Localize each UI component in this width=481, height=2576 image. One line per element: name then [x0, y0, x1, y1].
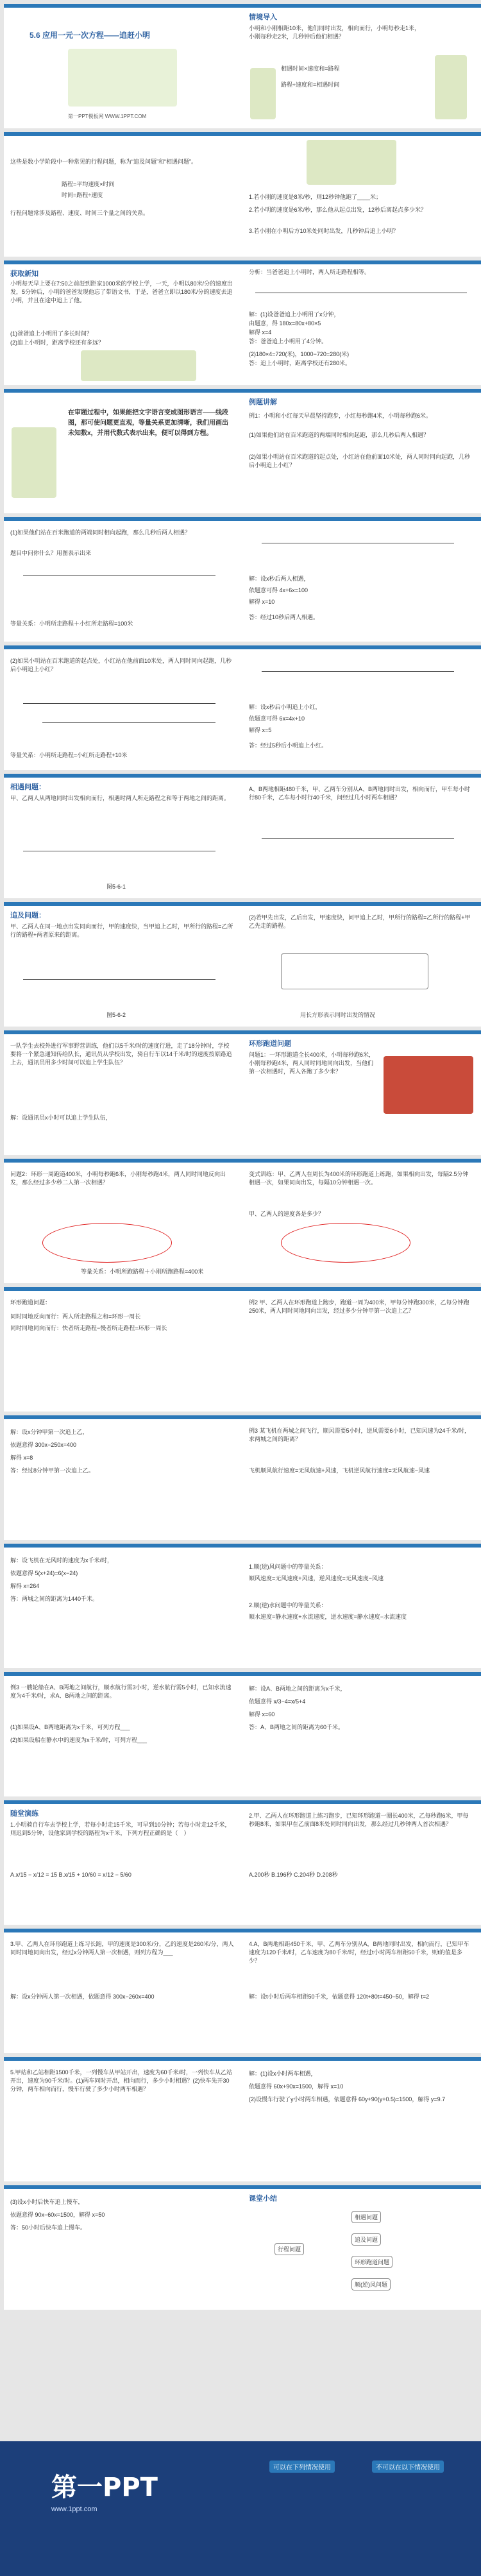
slide-18[interactable]: [242, 1030, 481, 1155]
slide-12[interactable]: [242, 645, 481, 770]
slide-25[interactable]: [4, 1544, 242, 1668]
answer-line: 解：(1)设x小时两车相遇，: [249, 2070, 317, 2077]
answer-line: 依题意可得 4x+6x=100: [249, 587, 308, 593]
slide-5[interactable]: [4, 260, 242, 385]
answer-line: 依题意得 60x+90x=1500，解得 x=10: [249, 2083, 344, 2090]
footer-site[interactable]: www.1ppt.com: [51, 2505, 97, 2513]
slide-9[interactable]: [4, 517, 242, 642]
slide-bar: [242, 132, 481, 136]
cartoon-illustration: [307, 140, 396, 185]
slide-bar: [242, 260, 481, 264]
slide-27[interactable]: [4, 1672, 242, 1796]
slide-text: 例2 甲、乙两人在环形跑道上跑步，跑道一周为400米，甲每分钟跑300米，乙每分钟跑250米，两人同时同地同向出发，经过多少分钟甲第一次追上乙？: [249, 1299, 469, 1314]
footer-banner: [0, 2441, 481, 2576]
slide-title: 情境导入: [249, 13, 277, 21]
answer-line: 解得 x=5: [249, 727, 272, 733]
slide-bar: [242, 1415, 481, 1419]
answer-line: 解得 x=10: [249, 599, 275, 605]
equation: 时间=路程÷速度: [62, 192, 103, 198]
answer-line: 答：爸爸追上小明用了4分钟。: [249, 338, 328, 345]
answer-line: 答：追上小明时，距离学校还有280米。: [249, 360, 351, 366]
answer-line: 答：50小时后快车追上慢车。: [10, 2224, 87, 2231]
slide-bar: [242, 645, 481, 649]
slide-30[interactable]: [242, 1800, 481, 1925]
slide-19[interactable]: [4, 1159, 242, 1283]
mindmap-branch: 追及问题: [351, 2233, 381, 2246]
slide-text: 3.甲、乙两人在环形跑道上练习长跑，甲的速度是300米/分，乙的速度是260米/分，两人同时同地同向出发，经过x分钟两人第一次相遇，则列方程为___: [10, 1941, 234, 1956]
segment-line: [42, 722, 215, 723]
rule: 同时同地反向而行：两人所走路程之和=环形一周长: [10, 1313, 141, 1320]
slide-bar: [242, 1672, 481, 1676]
answer-line: 解：设x分钟甲第一次追上乙，: [10, 1429, 89, 1435]
slide-bar: [242, 902, 481, 906]
rule: 顺风速度=无风速度+风速，逆风速度=无风速度−风速: [249, 1575, 384, 1582]
slide-bar: [4, 1544, 242, 1548]
slide-text: 甲、乙两人在同一地点出发同向而行，甲的速度快，当甲追上乙时，甲所行的路程=乙所行的路程+两者原来的距离。: [10, 923, 233, 938]
slide-23[interactable]: [4, 1415, 242, 1540]
slide-34[interactable]: [242, 2057, 481, 2181]
slide-bar: [4, 1030, 242, 1034]
slide-bar: [242, 1287, 481, 1291]
rule-title: 1.顺(逆)风问题中的等量关系：: [249, 1564, 327, 1570]
answer-line: 解：设x秒后两人相遇，: [249, 576, 310, 582]
slide-bar: [242, 1929, 481, 1932]
question: (1)爸爸追上小明用了多长时间？: [10, 330, 93, 337]
slide-31[interactable]: [4, 1929, 242, 2053]
slide-4[interactable]: [242, 132, 481, 257]
answer-line: 答：A、B两地之间的距离为60千米。: [249, 1724, 344, 1730]
slide-bar: [4, 1287, 242, 1291]
slide-26[interactable]: [242, 1544, 481, 1668]
slide-bar: [242, 1544, 481, 1548]
slide-bar: [242, 4, 481, 8]
slide-title: 环形跑道问题: [249, 1040, 291, 1048]
mindmap-branch: 顺(逆)风问题: [351, 2278, 391, 2290]
question: (2)如果小明站在百米跑道的起点处，小红站在他前面10米处，两人同时同向起跑，几秒后小明追上小红？: [10, 658, 232, 672]
slide-24[interactable]: [242, 1415, 481, 1540]
slide-bar: [242, 774, 481, 778]
segment-line: [23, 703, 215, 704]
slide-title: 追及问题：: [10, 912, 46, 919]
slide-13[interactable]: [4, 774, 242, 898]
slide-20[interactable]: [242, 1159, 481, 1283]
slide-2[interactable]: [242, 4, 481, 128]
figure-caption: 图5-6-2: [106, 1012, 126, 1018]
slide-33[interactable]: [4, 2057, 242, 2181]
slide-29[interactable]: [4, 1800, 242, 1925]
rule-title: 2.顺(逆)水问题中的等量关系：: [249, 1602, 327, 1608]
analysis: 分析：当爸爸追上小明时，两人所走路程相等。: [249, 269, 371, 275]
slide-text: 问题1：一环形跑道全长400米，小明每秒跑6米，小刚每秒跑4米，两人同时同地同向出发，当他们第一次相遇时，两人各跑了多少米？: [249, 1052, 375, 1075]
equation: 路程=平均速度×时间: [62, 181, 115, 187]
slide-bar: [4, 389, 242, 393]
rule: 顺水速度=静水速度+水流速度，逆水速度=静水速度−水流速度: [249, 1614, 407, 1620]
slide-text: 1.小明骑自行车去学校上学，若每小时走15千米，可早到10分钟；若每小时走12千米，则迟到5分钟，设他家到学校的路程为x千米，下列方程正确的是（ ）: [10, 1821, 231, 1836]
summary: 用长方形表示同时出发的情况: [300, 1012, 376, 1018]
disallowed-usage-button[interactable]: 不可以在以下情况使用: [372, 2461, 444, 2473]
answer-line: 解：设A、B两地之间的距离为x千米，: [249, 1685, 346, 1692]
slide-3[interactable]: [4, 132, 242, 257]
segment-line: [262, 838, 454, 839]
slide-text: A、B两地相距480千米，甲、乙两车分别从A、B两地同时出发，相向而行，甲车每小时行80千米，乙车每小时行40千米，问经过几小时两车相遇？: [249, 786, 471, 801]
equation: 等量关系：小明所走路程=小红所走路程+10米: [10, 752, 128, 758]
answer-line: 解得 x=264: [10, 1583, 40, 1589]
slide-bar: [4, 1159, 242, 1163]
slide-14[interactable]: [242, 774, 481, 898]
mindmap-branch: 相遇问题: [351, 2211, 381, 2223]
slide-title: 例题讲解: [249, 398, 277, 406]
illustration: [68, 49, 177, 107]
question: (1)如果他们站在百米跑道的两端同时相向起跑，那么几秒后两人相遇？: [10, 529, 191, 536]
slide-8[interactable]: [242, 389, 481, 513]
answer-line: 依题意得 300x−250x=400: [10, 1442, 77, 1448]
slide-1[interactable]: [4, 4, 242, 128]
slide-title: 随堂演练: [10, 1810, 38, 1818]
question: 题目中问你什么？用图表示出来: [10, 550, 92, 556]
slide-text: 小明每天早上要在7:50之前赶到距家1000米的学校上学，一天，小明以80米/分的速度出发，5分钟后，小明的爸爸发现他忘了带语文书，于是，爸爸立即以180米/分的速度去追小明，并且在途中追上了他。: [10, 280, 233, 303]
equation: 等量关系：小明所走路程＋小红所走路程=100米: [10, 620, 133, 627]
slide-bar: [242, 1030, 481, 1034]
site-caption: 第一PPT模板网 WWW.1PPT.COM: [68, 114, 147, 119]
answer-line: 依题意得 90x−60x=1500，解得 x=50: [10, 2212, 105, 2218]
answer-line: 解得 x=8: [10, 1454, 33, 1461]
example-text: (1)如果他们站在百米跑道的两端同时相向起跑，那么几秒后两人相遇？: [249, 432, 430, 438]
slide-title: 课堂小结: [249, 2195, 277, 2203]
slide-text: 环形跑道问题：: [10, 1299, 51, 1306]
segment-line: [262, 671, 454, 672]
slide-text: 一队学生去校外进行军事野营训练，他们以5千米/时的速度行进，走了18分钟时，学校要将一个紧急通知传给队长，通讯员从学校出发，骑自行车以14千米/时的速度按原路追上去，通讯员用多少时间可以追上学生队伍？: [10, 1043, 232, 1066]
slide-21[interactable]: [4, 1287, 242, 1412]
diagram-box: [281, 953, 428, 989]
answer-line: 答：经过10秒后两人相遇。: [249, 614, 319, 620]
track-photo: [384, 1056, 473, 1114]
slide-6[interactable]: [242, 260, 481, 385]
answer-line: 答：经过5秒后小明追上小红。: [249, 742, 328, 749]
slide-text: 这些是数小学阶段中一种常见的行程问题，称为“追及问题”和“相遇问题”。: [10, 158, 197, 165]
slide-text: 5.甲站和乙站相距1500千米，一列慢车从甲站开出，速度为60千米/时，一列快车从乙站开出，速度为90千米/时。(1)两车同时开出，相向而行，多少小时相遇？(2)快车先开30分钟，两车相向而行，慢车行驶了多少小时两车相遇？: [10, 2069, 233, 2092]
slide-bar: [4, 1800, 242, 1804]
slide-text: 问题2：环形一周跑道400米，小明每秒跑6米，小刚每秒跑4米，两人同时同地反向出发，那么经过多少秒二人第一次相遇？: [10, 1171, 226, 1186]
example-text: 例1：小明和小红每天早晨坚持跑步，小红每秒跑4米，小明每秒跑6米。: [249, 413, 432, 419]
slide-bar: [242, 2057, 481, 2061]
slide-text: 4.A，B两地相距450千米，甲、乙两车分别从A，B两地同时出发，相向而行，已知甲车速度为120千米/时，乙车速度为80千米/时，经过t小时两车相距50千米，则t的值是多少？: [249, 1941, 469, 1964]
girl-illustration: [435, 55, 467, 119]
answer-line: (2)180×4=720(米)，1000−720=280(米): [249, 351, 350, 357]
answer-line: 解：(1)设爸爸追上小明用了x分钟，: [249, 311, 340, 318]
slide-bar: [4, 1672, 242, 1676]
question: (1)如果设A、B两地距离为x千米，可列方程___: [10, 1724, 130, 1730]
slide-36[interactable]: [242, 2185, 481, 2310]
equation: 相遇时间×速度和=路程: [281, 65, 340, 72]
slide-text: 在审题过程中，如果能把文字语言变成图形语言——线段图，那可使问题更直观，等量关系更加清晰，我们用画出未知数x，并用代数式表示出来，便可以得到方程。: [68, 409, 228, 437]
question: (2)如果设船在静水中的速度为x千米/时，可列方程___: [10, 1737, 148, 1743]
slide-28[interactable]: [242, 1672, 481, 1796]
mindmap-center: 行程问题: [274, 2243, 304, 2255]
slide-22[interactable]: [242, 1287, 481, 1412]
slide-bar: [4, 645, 242, 649]
segment-line: [23, 979, 215, 980]
slide-bar: [4, 774, 242, 778]
slide-11[interactable]: [4, 645, 242, 770]
boy-illustration: [250, 68, 276, 119]
footer-logo: 第一PPT: [51, 2473, 158, 2502]
slide-35[interactable]: [4, 2185, 242, 2310]
question: (2)追上小明时，距离学校还有多远？: [10, 339, 105, 346]
slide-bar: [242, 1800, 481, 1804]
slide-bar: [4, 902, 242, 906]
rule: 同时同地同向而行：快者所走路程−慢者所走路程=环形一周长: [10, 1325, 167, 1331]
answer-line: 解：设x分钟两人第一次相遇，依题意得 300x−260x=400: [10, 1993, 155, 2000]
answer-line: (3)设x小时后快车追上慢车，: [10, 2199, 84, 2205]
slide-bar: [4, 4, 242, 8]
slide-bar: [4, 517, 242, 521]
slide-text: 2.甲、乙两人在环形跑道上练习跑步，已知环形跑道一圈长400米，乙每秒跑6米，甲每秒跑8米，如果甲在乙前面8米处同时同向出发，那么经过几秒钟两人首次相遇？: [249, 1813, 469, 1827]
answer-line: 答：两城之间的距离为1440千米。: [10, 1596, 99, 1602]
answer-line: 解得 x=4: [249, 329, 272, 336]
slide-text: 甲、乙两人从两地同时出发相向而行，相遇时两人所走路程之和等于两地之间的距离。: [10, 795, 230, 801]
slide-bar: [4, 2057, 242, 2061]
answer-line: 由题意，得 180x=80x+80×5: [249, 320, 321, 327]
slide-bar: [4, 260, 242, 264]
allowed-usage-button[interactable]: 可以在下列情况使用: [269, 2461, 335, 2473]
answer-line: 依题意得 x/3−4=x/5+4: [249, 1698, 306, 1705]
answer-line: 解得 x=60: [249, 1711, 275, 1718]
slide-bar: [242, 2185, 481, 2189]
slide-note: 行程问题常涉及路程、速度、时间三个量之间的关系。: [10, 210, 149, 216]
equation: 等量关系：小明所跑路程＋小刚所跑路程=400米: [81, 1268, 204, 1275]
track-ellipse: [42, 1223, 172, 1263]
note: 飞机顺风航行速度=无风航速+风速，飞机逆风航行速度=无风航速−风速: [249, 1467, 430, 1474]
slide-text: 变式训练：甲、乙两人在周长为400米的环形跑道上练跑，如果相向出发，每隔2.5分钟相遇一次，如果同向出发，每隔10分钟相遇一次。: [249, 1171, 469, 1186]
question: 甲、乙两人的速度各是多少？: [249, 1211, 325, 1217]
answer-line: 答：经过8分钟甲第一次追上乙。: [10, 1467, 95, 1474]
question: 3.若小刚在小明后方10米处同时出发，几秒钟后追上小明？: [249, 228, 399, 234]
options: A.x/15 − x/12 = 15 B.x/15 + 10/60 = x/12 − 5/60: [10, 1872, 131, 1878]
track-ellipse: [281, 1223, 410, 1263]
question: 2.若小明的速度是6米/秒，那么他从起点出发，12秒后离起点多少米？: [249, 207, 427, 213]
mindmap-branch: 环形跑道问题: [351, 2256, 392, 2268]
slide-10[interactable]: [242, 517, 481, 642]
example-text: (2)如果小明站在百米跑道的起点处，小红站在他前面10米处，两人同时同向起跑，几秒后小明追上小红？: [249, 454, 471, 468]
question: 1.若小刚的速度是8米/秒，则12秒钟他跑了____米；: [249, 194, 382, 200]
answer-line: 解：设x秒后小明追上小红，: [249, 704, 321, 710]
slide-title: 5.6 应用一元一次方程——追赶小明: [30, 31, 151, 40]
figure-caption: 图5-6-1: [106, 883, 126, 890]
equation: 路程÷速度和=相遇时间: [281, 81, 340, 88]
answer-line: 解：设飞机在无风时的速度为x千米/时，: [10, 1557, 114, 1564]
slide-15[interactable]: [4, 902, 242, 1027]
slide-bar: [4, 132, 242, 136]
answer-line: 依题意可得 6x=4x+10: [249, 715, 305, 722]
answer-line: 解：设通讯员x小时可以追上学生队伍，: [10, 1114, 112, 1121]
options: A.200秒 B.196秒 C.204秒 D.208秒: [249, 1872, 338, 1878]
slide-17[interactable]: [4, 1030, 242, 1155]
slide-bar: [242, 1159, 481, 1163]
slide-text: 例3 一艘轮船在A、B两地之间航行，顺水航行需3小时，逆水航行需5小时，已知水流速度为4千米/时，求A、B两地之间的距离。: [10, 1684, 232, 1699]
segment-line: [23, 575, 215, 576]
slide-title: 获取新知: [10, 270, 38, 278]
slide-bar: [4, 1929, 242, 1932]
slide-bar: [242, 517, 481, 521]
answer-line: 依题意得 5(x+24)=6(x−24): [10, 1570, 78, 1576]
answer-line: (2)设慢车行驶了y小时两车相遇，依题意得 60y+90(y+0.5)=1500，解得 y=9.7: [249, 2096, 446, 2103]
slide-text: (2)若甲先出发，乙后出发，甲速度快，问甲追上乙时，甲所行的路程=乙所行的路程+甲乙先走的路程。: [249, 914, 471, 929]
road-illustration: [81, 350, 196, 381]
slide-text: 例3 某飞机在两城之间飞行，顺风需要5小时，逆风需要6小时，已知风速为24千米/时，求两城之间的距离？: [249, 1428, 471, 1442]
slide-bar: [4, 1415, 242, 1419]
slide-16[interactable]: [242, 902, 481, 1027]
slide-32[interactable]: [242, 1929, 481, 2053]
answer-line: 解：设t小时后两车相距50千米，依题意得 120t+80t=450−50，解得 t=2: [249, 1993, 430, 2000]
boy-illustration: [12, 427, 56, 498]
slide-bar: [242, 389, 481, 393]
slide-7[interactable]: [4, 389, 242, 513]
slide-bar: [4, 2185, 242, 2189]
slide-title: 相遇问题：: [10, 783, 46, 791]
slide-text: 小明和小刚相距10米，他们同时出发，相向而行，小明每秒走1米，小刚每秒走2米，几秒钟后他们相遇？: [249, 25, 421, 40]
